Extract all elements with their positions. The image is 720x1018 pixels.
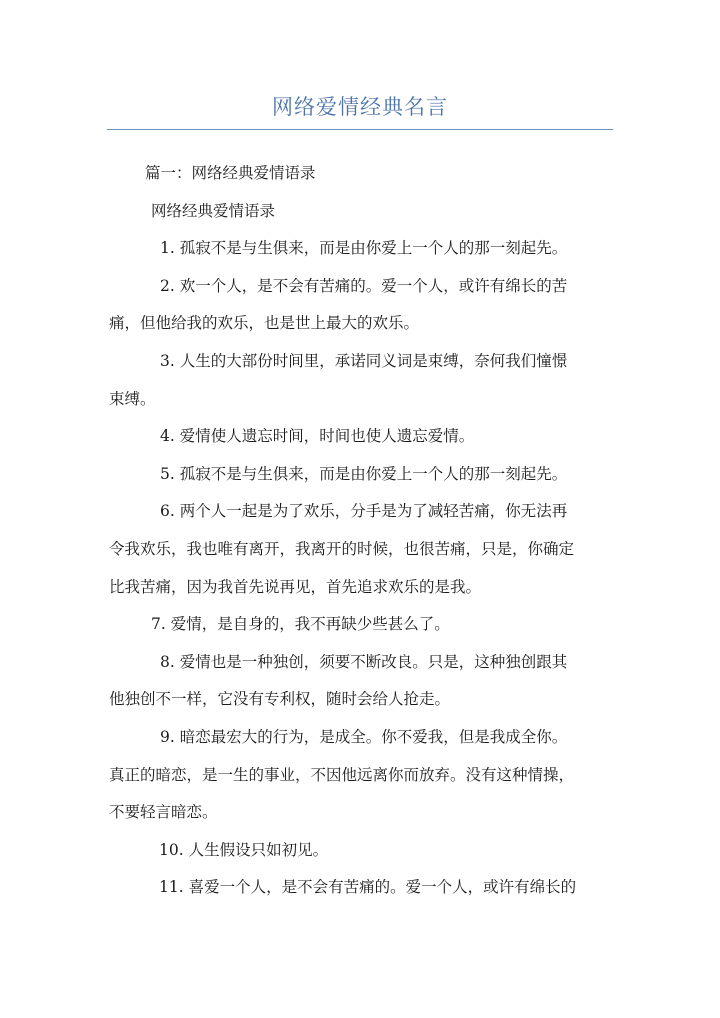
text-line: 比我苦痛，因为我首先说再见，首先追求欢乐的是我。 [109,577,482,596]
document-body [109,155,617,907]
text-line: 不要轻言暗恋。 [109,803,218,822]
document-title: 网络爱情经典名言 [272,95,448,119]
text-line: 2. 欢一个人，是不会有苦痛的。爱一个人，或许有绵长的苦 [160,276,568,295]
text-line: 4. 爱情使人遗忘时间，时间也使人遗忘爱情。 [160,427,475,446]
text-line: 3. 人生的大部份时间里，承诺同义词是束缚，奈何我们憧憬 [160,351,568,370]
section-subtitle: 网络经典爱情语录 [151,201,276,220]
text-line: 痛，但他给我的欢乐，也是世上最大的欢乐。 [109,314,420,333]
text-line: 5. 孤寂不是与生俱来，而是由你爱上一个人的那一刻起先。 [160,464,568,483]
title-underline [107,129,613,130]
text-line: 真正的暗恋，是一生的事业，不因他远离你而放弃。没有这种情操， [109,765,575,784]
text-line: 7. 爱情，是自身的，我不再缺少些甚么了。 [151,615,450,634]
text-line: 10. 人生假设只如初见。 [159,840,329,859]
text-line: 1. 孤寂不是与生俱来，而是由你爱上一个人的那一刻起先。 [160,239,568,258]
text-line: 8. 爱情也是一种独创，须要不断改良。只是，这种独创跟其 [160,652,568,671]
text-line: 令我欢乐，我也唯有离开，我离开的时候，也很苦痛，只是，你确定 [109,539,575,558]
text-line: 他独创不一样，它没有专利权，随时会给人抢走。 [109,690,451,709]
text-line: 9. 暗恋最宏大的行为，是成全。你不爱我，但是我成全你。 [160,727,568,746]
text-line: 11. 喜爱一个人，是不会有苦痛的。爱一个人，或许有绵长的 [159,878,577,897]
text-line: 6. 两个人一起是为了欢乐，分手是为了减轻苦痛，你无法再 [160,502,568,521]
section-heading: 篇一：网络经典爱情语录 [145,164,316,182]
text-line: 束缚。 [109,389,156,408]
